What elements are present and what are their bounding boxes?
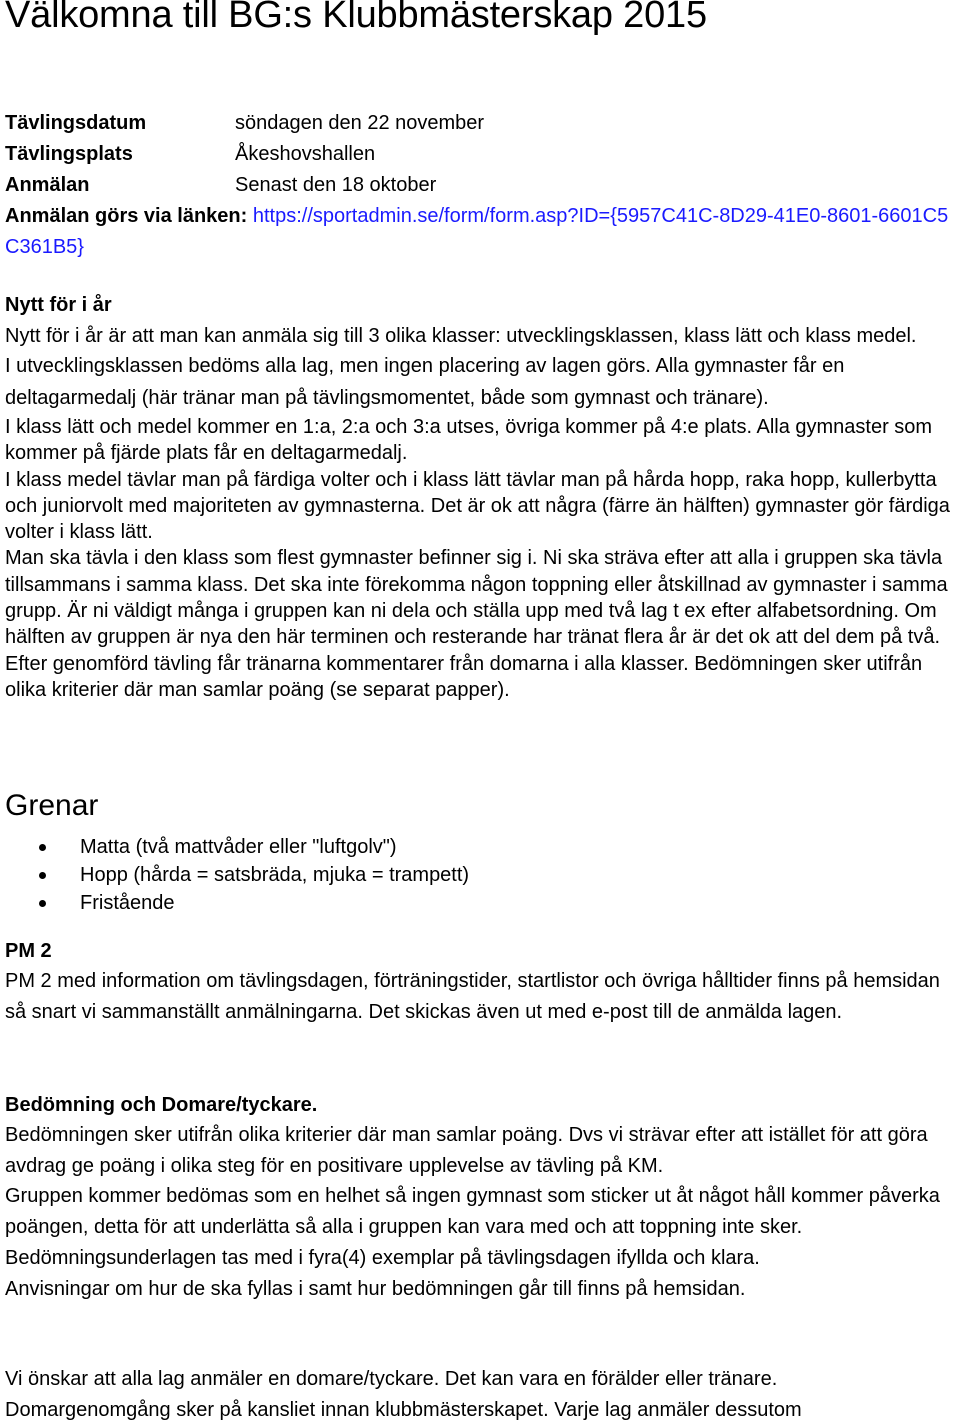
paragraph: Anvisningar om hur de ska fyllas i samt hur bedömningen går till finns på hemsidan. [5, 1277, 746, 1300]
info-label: Tävlingsplats [5, 143, 133, 165]
paragraph: PM 2 med information om tävlingsdagen, förträningstider, startlistor och övriga hålltider finns på hemsidan så snart vi sammanställt anmälningarna. Det skickas även ut med e-post till de anmälda lagen. [5, 970, 940, 1023]
list-item [5, 889, 953, 917]
list-item-label: Matta (två mattvåder eller "luftgolv") [80, 836, 397, 858]
bullet-icon [39, 872, 46, 879]
info-value: Senast den 18 oktober [235, 174, 437, 196]
paragraph: Gruppen kommer bedömas som en helhet så ingen gymnast som sticker ut åt något håll kommer påverka poängen, detta för att underlätta så alla i gruppen kan vara med och att toppning inte sker. [5, 1185, 940, 1239]
section-heading: Grenar [5, 789, 99, 822]
paragraph: Bedömningsunderlagen tas med i fyra(4) exemplar på tävlingsdagen ifyllda och klara. [5, 1246, 760, 1269]
paragraph: Vi önskar att alla lag anmäler en domare/tyckare. Det kan vara en förälder eller tränare. [5, 1368, 778, 1390]
registration-link-label: Anmälan görs via länken: [5, 205, 248, 227]
info-row-registration [5, 170, 953, 201]
registration-link[interactable]: https://sportadmin.se/form/form.asp?ID={5957C41C-8D29-41E0-8601-6601C5C361B5} [5, 205, 949, 258]
section-nytt [5, 290, 953, 703]
info-row-date [5, 108, 953, 139]
paragraph: Bedömningen sker utifrån olika kriterier där man samlar poäng. Dvs vi strävar efter att istället för att göra avdrag ge poäng i olika steg för en positivare upplevelse av tävling på KM. [5, 1124, 928, 1177]
list-item [5, 861, 953, 889]
section-heading: Bedömning och Domare/tyckare. [5, 1094, 318, 1116]
registration-link-row [5, 201, 953, 263]
section-closing [5, 1364, 953, 1425]
section-heading: PM 2 [5, 940, 52, 962]
bullet-icon [39, 900, 46, 907]
list-item [5, 833, 953, 861]
info-label: Tävlingsdatum [5, 112, 147, 134]
info-row-place [5, 139, 953, 170]
info-label: Anmälan [5, 174, 90, 196]
paragraph: I klass medel tävlar man på färdiga volter och i klass lätt tävlar man på hårda hopp, raka hopp, kullerbytta och juniorvolt med majoriteten av gymnasterna. Det är ok att några (färre än hälften) gymnaster gör färdiga volter i klass lätt. [5, 468, 950, 544]
paragraph: Efter genomförd tävling får tränarna kommentarer från domarna i alla klasser. Bedömningen sker utifrån olika kriterier där man samlar poäng (se separat papper). [5, 652, 923, 701]
section-grenar [5, 789, 953, 917]
bullet-icon [39, 844, 46, 851]
section-pm2 [5, 936, 953, 1027]
info-value: söndagen den 22 november [235, 112, 485, 134]
paragraph: Domargenomgång sker på kansliet innan klubbmästerskapet. Varje lag anmäler dessutom [5, 1398, 802, 1421]
paragraph: Nytt för i år är att man kan anmäla sig till 3 olika klasser: utvecklingsklassen, klass lätt och klass medel. [5, 325, 917, 347]
event-info [5, 108, 953, 263]
paragraph: Man ska tävla i den klass som flest gymnaster befinner sig i. Ni ska sträva efter att alla i gruppen ska tävla tillsammans i samma klass. Det ska inte förekomma någon toppning eller åtskillnad av gymnaster i samma grupp. Är ni väldigt många i gruppen kan ni dela och ställa upp med två lag t ex efter alfabetsordning. Om hälften av gruppen är nya den här terminen och resterande har tränat flera år är det ok att del dem på två. [5, 547, 948, 649]
section-heading: Nytt för i år [5, 294, 112, 316]
paragraph: I utvecklingsklassen bedöms alla lag, men ingen placering av lagen görs. Alla gymnaster får en deltagarmedalj (här tränar man på tävlingsmomentet, både som gymnast och tränare). [5, 355, 845, 409]
page-title: Välkomna till BG:s Klubbmästerskap 2015 [5, 0, 707, 36]
info-value: Åkeshovshallen [235, 143, 376, 165]
section-bedomning [5, 1090, 953, 1304]
list-item-label: Fristående [80, 892, 175, 914]
paragraph: I klass lätt och medel kommer en 1:a, 2:a och 3:a utses, övriga kommer på 4:e plats. Alla gymnaster som kommer på fjärde plats får en deltagarmedalj. [5, 416, 933, 465]
list-item-label: Hopp (hårda = satsbräda, mjuka = trampett) [80, 864, 470, 886]
grenar-list [5, 833, 953, 917]
